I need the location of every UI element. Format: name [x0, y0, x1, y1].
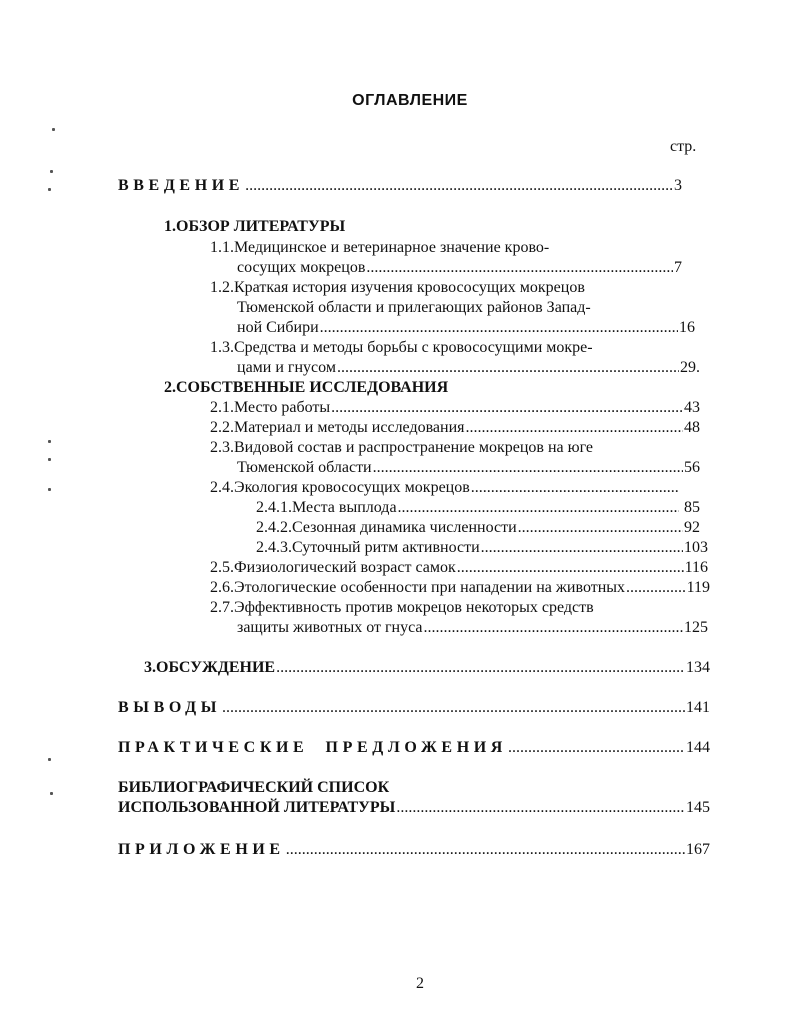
toc-entry-page: 56 [684, 459, 700, 476]
page-number: 2 [416, 975, 424, 992]
toc-entry-bibliography-line1[interactable]: БИБЛИОГРАФИЧЕСКИЙ СПИСОК [118, 779, 390, 796]
toc-entry-text: ной Сибири [237, 319, 319, 336]
leader-dots [373, 458, 683, 478]
toc-entry-text: 2.4.3.Суточный ритм активности [256, 539, 480, 556]
toc-entry-2-7[interactable] [237, 618, 708, 638]
leader-dots [518, 518, 683, 538]
toc-entry-page: 125 [684, 619, 708, 636]
toc-entry-1-2-line2[interactable]: Тюменской области и прилегающих районов Запад- [237, 299, 591, 316]
toc-entry-page: 29. [680, 359, 700, 376]
toc-entry-page: 116 [684, 559, 708, 576]
leader-dots [222, 698, 685, 718]
toc-entry-appendix[interactable] [118, 840, 710, 860]
scan-speck [48, 188, 51, 191]
toc-entry-intro[interactable] [118, 176, 682, 196]
toc-entry-1-2[interactable] [237, 318, 695, 338]
toc-section-1[interactable]: 1.ОБЗОР ЛИТЕРАТУРЫ [164, 218, 346, 235]
toc-entry-page: 3 [674, 177, 682, 194]
toc-entry-page: 43 [684, 399, 700, 416]
toc-entry-1-3[interactable] [237, 358, 700, 378]
scan-speck [50, 170, 53, 173]
toc-entry-1-3-line1[interactable]: 1.3.Средства и методы борьбы с кровососущими мокре- [210, 339, 593, 356]
scan-speck [48, 458, 51, 461]
toc-entry-2-4-3[interactable] [256, 538, 708, 558]
leader-dots [457, 558, 684, 578]
toc-entry-page: 119 [686, 579, 710, 596]
toc-entry-text: 2.4.2.Сезонная динамика численности [256, 519, 517, 536]
toc-entry-1-2-line1[interactable]: 1.2.Краткая история изучения кровососущих мокрецов [210, 279, 585, 296]
toc-section-2[interactable]: 2.СОБСТВЕННЫЕ ИССЛЕДОВАНИЯ [164, 379, 449, 396]
leader-dots [396, 798, 685, 818]
leader-dots [245, 176, 673, 196]
toc-entry-text: Тюменской области [237, 459, 372, 476]
leader-dots [466, 418, 683, 438]
toc-entry-2-6[interactable] [210, 578, 710, 598]
toc-entry-1-1-line1[interactable]: 1.1.Медицинское и ветеринарное значение крово- [210, 239, 550, 256]
toc-entry-page: 141 [686, 699, 710, 716]
toc-entry-2-3-line1[interactable]: 2.3.Видовой состав и распространение мокрецов на юге [210, 439, 594, 456]
toc-entry-page: 16 [679, 319, 695, 336]
toc-entry-conclusions[interactable] [118, 698, 710, 718]
toc-entry-text: 3.ОБСУЖДЕНИЕ [144, 659, 276, 676]
leader-dots [320, 318, 678, 338]
toc-entry-page: 167 [686, 841, 710, 858]
toc-entry-text: 2.5.Физиологический возраст самок [210, 559, 456, 576]
leader-dots [398, 498, 679, 518]
scan-speck [48, 758, 51, 761]
leader-dots [337, 358, 679, 378]
toc-entry-page: 85 [680, 499, 700, 516]
toc-entry-text: 2.2.Материал и методы исследования [210, 419, 465, 436]
toc-entry-bibliography[interactable] [118, 798, 710, 818]
scan-speck [50, 792, 53, 795]
toc-entry-2-5[interactable] [210, 558, 708, 578]
toc-entry-2-2[interactable] [210, 418, 700, 438]
toc-entry-text: ВВЕДЕНИЕ [118, 177, 245, 194]
toc-entry-2-4-2[interactable] [256, 518, 700, 538]
toc-entry-text: защиты животных от гнуса [237, 619, 423, 636]
toc-entry-page: 144 [686, 739, 710, 756]
toc-entry-page: 7 [674, 259, 682, 276]
leader-dots [276, 658, 685, 678]
toc-entry-page: 145 [686, 799, 710, 816]
toc-entry-2-4[interactable] [210, 478, 680, 498]
toc-entry-1-1[interactable] [237, 258, 682, 278]
page-column-label: стр. [670, 138, 697, 155]
leader-dots [508, 738, 685, 758]
leader-dots [286, 840, 685, 860]
leader-dots [331, 398, 683, 418]
leader-dots [481, 538, 683, 558]
scan-speck [48, 488, 51, 491]
leader-dots [626, 578, 686, 598]
toc-entry-text: 2.6.Этологические особенности при нападении на животных [210, 579, 626, 596]
toc-entry-text: 2.4.Экология кровососущих мокрецов [210, 479, 470, 496]
toc-entry-2-7-line1[interactable]: 2.7.Эффективность против мокрецов некоторых средств [210, 599, 594, 616]
toc-entry-2-4-1[interactable] [256, 498, 700, 518]
scan-speck [48, 440, 51, 443]
toc-entry-text: ПРАКТИЧЕСКИЕ ПРЕДЛОЖЕНИЯ [118, 739, 507, 756]
toc-entry-text: цами и гнусом [237, 359, 336, 376]
scan-speck [52, 128, 55, 131]
toc-entry-proposals[interactable] [118, 738, 710, 758]
toc-entry-text: ВЫВОДЫ [118, 699, 222, 716]
toc-entry-text: 2.4.1.Места выплода [256, 499, 397, 516]
page-title: ОГЛАВЛЕНИЕ [352, 92, 468, 109]
toc-entry-page: 103 [684, 539, 708, 556]
leader-dots [366, 258, 673, 278]
toc-entry-text: сосущих мокрецов [237, 259, 366, 276]
leader-dots [471, 478, 679, 498]
toc-entry-text: ИСПОЛЬЗОВАННОЙ ЛИТЕРАТУРЫ [118, 799, 396, 816]
toc-entry-page: 48 [684, 419, 700, 436]
toc-entry-page: 134 [686, 659, 710, 676]
toc-entry-page: 92 [684, 519, 700, 536]
toc-entry-2-3[interactable] [237, 458, 700, 478]
toc-section-3[interactable] [144, 658, 710, 678]
toc-entry-2-1[interactable] [210, 398, 700, 418]
toc-entry-text: ПРИЛОЖЕНИЕ [118, 841, 285, 858]
toc-entry-text: 2.1.Место работы [210, 399, 331, 416]
leader-dots [424, 618, 683, 638]
